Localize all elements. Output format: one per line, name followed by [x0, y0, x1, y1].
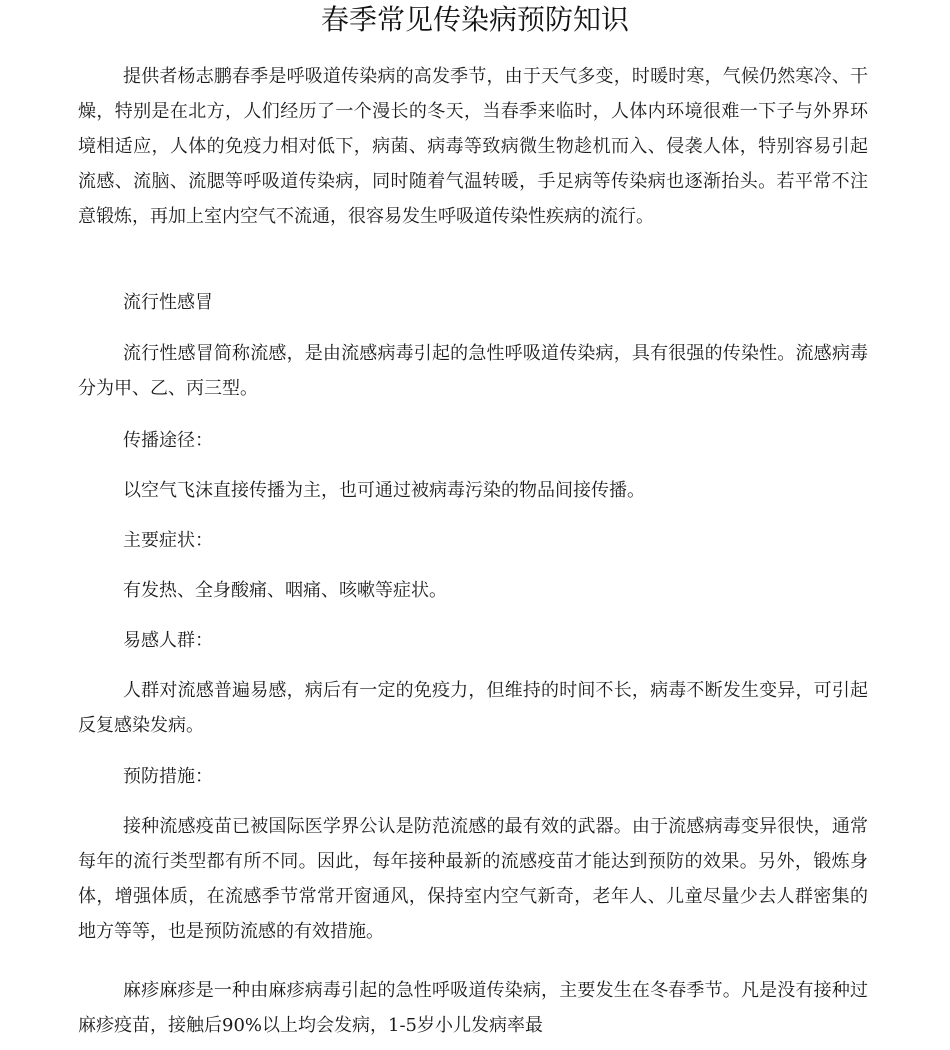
- section-heading-influenza: 流行性感冒: [123, 292, 213, 313]
- prevention-heading: 预防措施：: [123, 766, 213, 787]
- intro-paragraph: 提供者杨志鹏春季是呼吸道传染病的高发季节，由于天气多变，时暖时寒，气候仍然寒冷、干燥，特别是在北方，人们经历了一个漫长的冬天，当春季来临时，人体内环境很难一下子与外界环境相适应，人体的免疫力相对低下，病菌、病毒等致病微生物趁机而入、侵袭人体，特别容易引起流感、流脑、流腮等呼吸道传染病，同时随着气温转暖，手足病等传染病也逐渐抬头。若平常不注意锻炼，再加上室内空气不流通，很容易发生呼吸道传染性疾病的流行。: [78, 66, 868, 227]
- document-title: 春季常见传染病预防知识: [320, 3, 629, 36]
- prevention-text: 接种流感疫苗已被国际医学界公认是防范流感的最有效的武器。由于流感病毒变异很快，通常每年的流行类型都有所不同。因此，每年接种最新的流感疫苗才能达到预防的效果。另外，锻炼身体，增强体质，在流感季节常常开窗通风，保持室内空气新奇，老年人、儿童尽量少去人群密集的地方等等，也是预防流感的有效措施。: [78, 816, 868, 942]
- influenza-description: 流行性感冒简称流感，是由流感病毒引起的急性呼吸道传染病，具有很强的传染性。流感病毒分为甲、乙、丙三型。: [78, 343, 868, 399]
- measles-paragraph: 麻疹麻疹是一种由麻疹病毒引起的急性呼吸道传染病，主要发生在冬春季节。凡是没有接种过麻疹疫苗，接触后90%以上均会发病，1-5岁小儿发病率最: [78, 980, 868, 1036]
- transmission-heading: 传播途径：: [123, 430, 213, 451]
- susceptible-text: 人群对流感普遍易感，病后有一定的免疫力，但维持的时间不长，病毒不断发生变异，可引起反复感染发病。: [78, 680, 868, 736]
- transmission-text: 以空气飞沫直接传播为主，也可通过被病毒污染的物品间接传播。: [123, 480, 645, 501]
- susceptible-heading: 易感人群：: [123, 630, 213, 651]
- symptoms-text: 有发热、全身酸痛、咽痛、咳嗽等症状。: [123, 580, 447, 601]
- symptoms-heading: 主要症状：: [123, 530, 213, 551]
